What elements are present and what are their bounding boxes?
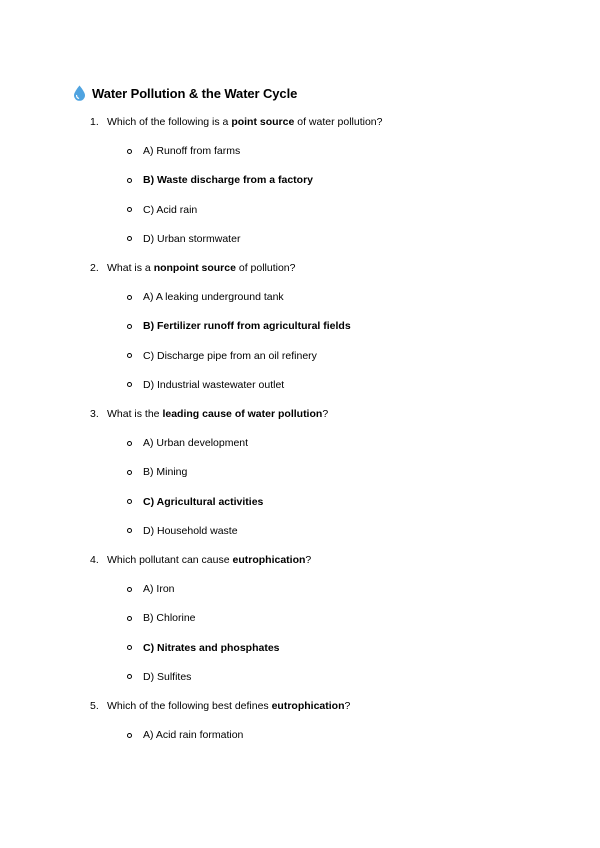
question-key-term: eutrophication xyxy=(271,700,345,712)
question-text: Which pollutant can cause xyxy=(107,554,233,566)
question-key-term: nonpoint source xyxy=(153,262,236,274)
answer-text: D) Household waste xyxy=(143,524,238,537)
question-text: What is the xyxy=(107,408,163,420)
correct-answer-text: B) Waste discharge from a factory xyxy=(143,174,313,187)
hollow-bullet-icon xyxy=(127,207,132,212)
answer-text: C) Discharge pipe from an oil refinery xyxy=(143,349,317,362)
hollow-bullet-icon xyxy=(127,353,132,358)
question-text: Which of the following best defines xyxy=(107,700,272,712)
answer-option xyxy=(127,291,284,303)
hollow-bullet-icon xyxy=(127,382,132,387)
question-2 xyxy=(90,262,295,274)
hollow-bullet-icon xyxy=(127,236,132,241)
answer-text: B) Chlorine xyxy=(143,612,196,625)
question-text: ? xyxy=(322,408,329,420)
hollow-bullet-icon xyxy=(127,674,132,679)
hollow-bullet-icon xyxy=(127,587,132,592)
hollow-bullet-icon xyxy=(127,645,132,650)
question-1 xyxy=(90,116,382,128)
question-number: 3. xyxy=(90,408,99,420)
question-number: 4. xyxy=(90,554,99,566)
hollow-bullet-icon xyxy=(127,470,132,475)
answer-option xyxy=(127,642,280,654)
question-text: of water pollution? xyxy=(294,116,383,128)
question-text: ? xyxy=(305,554,312,566)
correct-answer-text: C) Agricultural activities xyxy=(143,495,264,508)
document-header xyxy=(73,85,297,101)
question-key-term: point source xyxy=(231,116,295,128)
answer-option xyxy=(127,671,191,683)
answer-option xyxy=(127,525,238,537)
answer-text: A) Acid rain formation xyxy=(143,729,244,742)
question-number: 5. xyxy=(90,700,99,712)
answer-option xyxy=(127,583,175,595)
question-key-term: leading cause of water pollution xyxy=(162,408,323,420)
answer-text: D) Sulfites xyxy=(143,670,192,683)
hollow-bullet-icon xyxy=(127,149,132,154)
answer-option xyxy=(127,204,197,216)
answer-option xyxy=(127,350,317,362)
question-4 xyxy=(90,554,311,566)
answer-option xyxy=(127,174,313,186)
answer-option xyxy=(127,612,196,624)
hollow-bullet-icon xyxy=(127,295,132,300)
question-key-term: eutrophication xyxy=(232,554,306,566)
answer-option xyxy=(127,379,284,391)
hollow-bullet-icon xyxy=(127,616,132,621)
answer-option xyxy=(127,320,351,332)
question-text: What is a xyxy=(107,262,154,274)
answer-option xyxy=(127,145,240,157)
question-text: Which of the following is a xyxy=(107,116,232,128)
question-text: ? xyxy=(344,700,351,712)
answer-option xyxy=(127,466,187,478)
answer-option xyxy=(127,496,263,508)
hollow-bullet-icon xyxy=(127,178,132,183)
water-drop-icon xyxy=(73,85,86,101)
correct-answer-text: B) Fertilizer runoff from agricultural fields xyxy=(143,320,351,333)
hollow-bullet-icon xyxy=(127,528,132,533)
answer-option xyxy=(127,233,240,245)
hollow-bullet-icon xyxy=(127,733,132,738)
question-number: 2. xyxy=(90,262,99,274)
hollow-bullet-icon xyxy=(127,441,132,446)
question-3 xyxy=(90,408,328,420)
document-title: Water Pollution & the Water Cycle xyxy=(92,85,298,101)
answer-option xyxy=(127,729,243,741)
answer-text: B) Mining xyxy=(143,466,188,479)
question-number: 1. xyxy=(90,116,99,128)
question-5 xyxy=(90,700,350,712)
hollow-bullet-icon xyxy=(127,324,132,329)
answer-text: D) Urban stormwater xyxy=(143,232,241,245)
answer-text: A) A leaking underground tank xyxy=(143,291,284,304)
answer-text: A) Iron xyxy=(143,583,175,596)
answer-text: A) Runoff from farms xyxy=(143,145,241,158)
answer-option xyxy=(127,437,248,449)
answer-text: D) Industrial wastewater outlet xyxy=(143,378,285,391)
answer-text: C) Acid rain xyxy=(143,203,198,216)
correct-answer-text: C) Nitrates and phosphates xyxy=(143,641,280,654)
hollow-bullet-icon xyxy=(127,499,132,504)
answer-text: A) Urban development xyxy=(143,437,249,450)
question-text: of pollution? xyxy=(235,262,296,274)
